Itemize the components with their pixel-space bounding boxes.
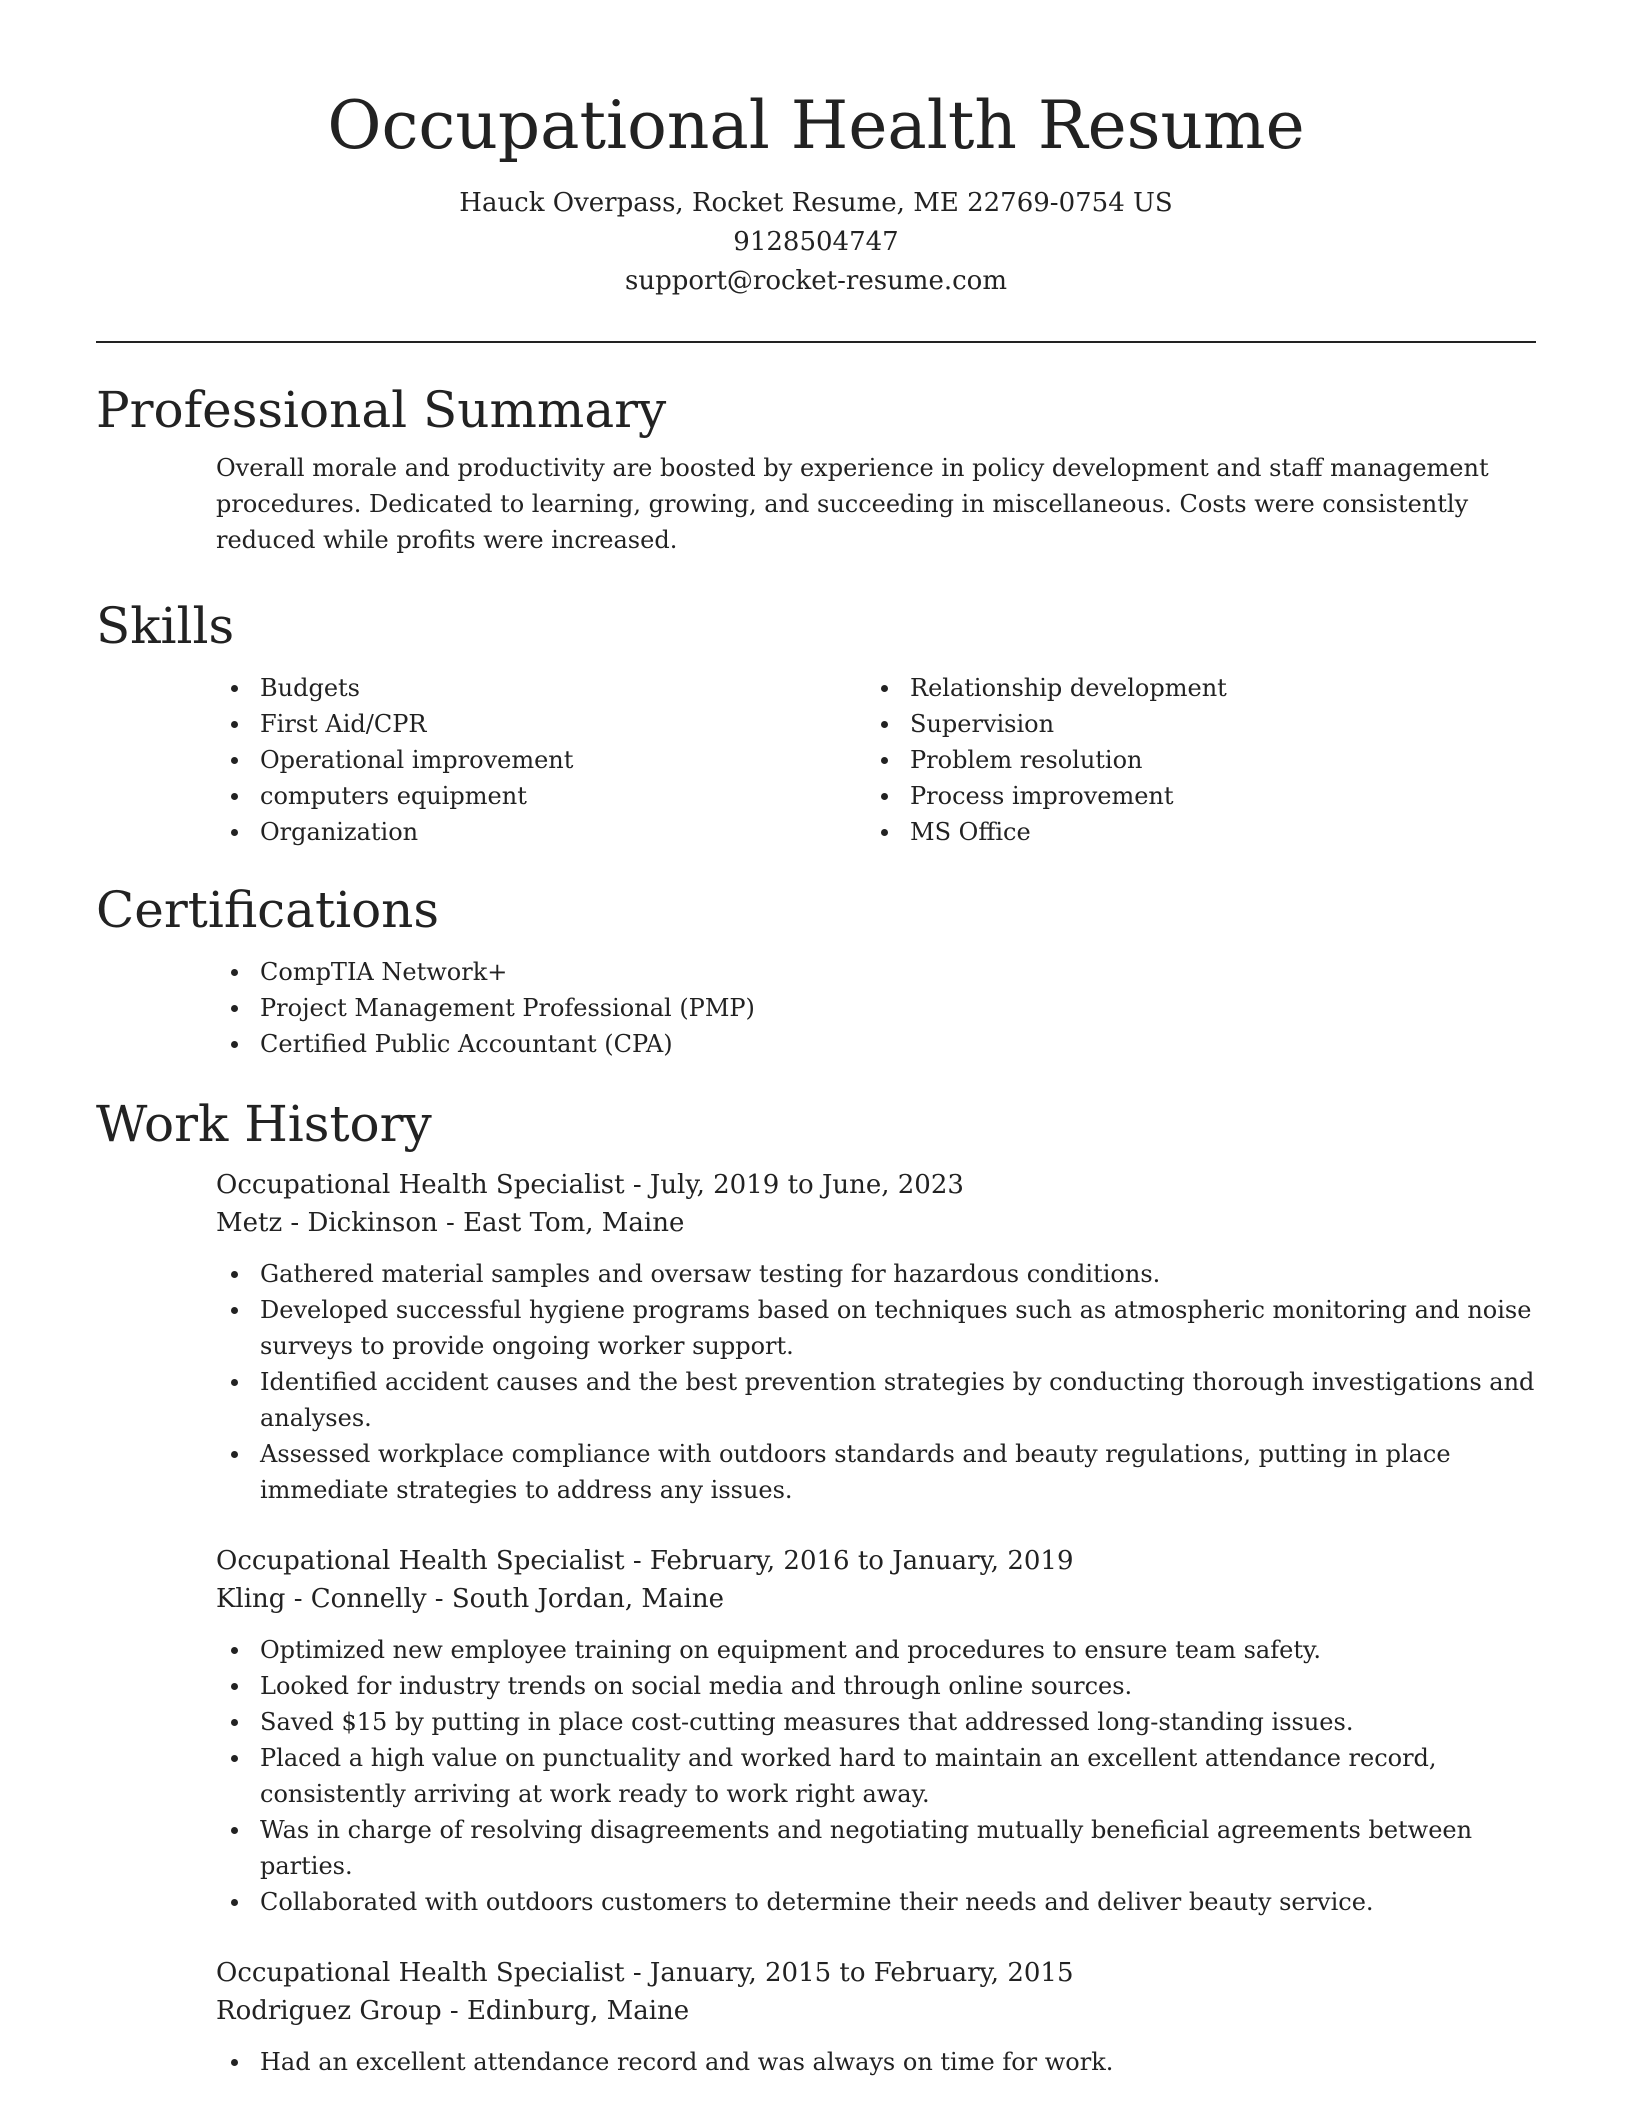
skills-column-right xyxy=(866,670,1516,850)
certification-item: Certified Public Accountant (CPA) xyxy=(216,1026,1536,1062)
certifications-heading: Certifications xyxy=(96,881,440,939)
skill-item: Process improvement xyxy=(866,778,1516,814)
job-bullet: Collaborated with outdoors customers to determine their needs and deliver beauty service. xyxy=(216,1884,1536,1920)
job-location: Edinburg, Maine xyxy=(466,1996,690,2026)
certification-item: CompTIA Network+ xyxy=(216,954,1536,990)
job-dates: February, 2016 to January, 2019 xyxy=(649,1546,1074,1576)
job-dates: January, 2015 to February, 2015 xyxy=(649,1958,1074,1988)
contact-email: support@rocket-resume.com xyxy=(624,266,1007,296)
job-dates: July, 2019 to June, 2023 xyxy=(649,1170,964,1200)
contact-block xyxy=(0,184,1632,301)
job-company: Rodriguez Group xyxy=(216,1996,442,2026)
job-company-line: Kling - Connelly - South Jordan, Maine xyxy=(216,1584,725,1614)
job-title-line: Occupational Health Specialist - January, 2015 to February, 2015 xyxy=(216,1958,1074,1988)
job-bullet-list xyxy=(216,2044,1536,2080)
skill-item: Budgets xyxy=(216,670,866,706)
job-bullet: Was in charge of resolving disagreements and negotiating mutually beneficial agreements between parties. xyxy=(216,1812,1536,1884)
certification-item: Project Management Professional (PMP) xyxy=(216,990,1536,1026)
skill-item: computers equipment xyxy=(216,778,866,814)
skill-item: Organization xyxy=(216,814,866,850)
skill-item: Operational improvement xyxy=(216,742,866,778)
job-title-line: Occupational Health Specialist - July, 2019 to June, 2023 xyxy=(216,1170,964,1200)
job-entry xyxy=(216,1542,1536,1920)
job-bullet: Optimized new employee training on equipment and procedures to ensure team safety. xyxy=(216,1632,1536,1668)
summary-section xyxy=(96,380,1536,558)
job-title-line: Occupational Health Specialist - February, 2016 to January, 2019 xyxy=(216,1546,1074,1576)
header-divider xyxy=(96,341,1536,343)
job-bullet-list xyxy=(216,1256,1536,1508)
job-title: Occupational Health Specialist xyxy=(216,1546,625,1576)
skill-item: First Aid/CPR xyxy=(216,706,866,742)
skill-item: Relationship development xyxy=(866,670,1516,706)
job-company-line: Metz - Dickinson - East Tom, Maine xyxy=(216,1208,685,1238)
job-bullet: Had an excellent attendance record and was always on time for work. xyxy=(216,2044,1536,2080)
resume-title: Occupational Health Resume xyxy=(327,87,1305,164)
skills-heading: Skills xyxy=(96,597,235,655)
job-bullet: Placed a high value on punctuality and worked hard to maintain an excellent attendance record, consistently arriving at work ready to work right away. xyxy=(216,1740,1536,1812)
job-bullet: Gathered material samples and oversaw testing for hazardous conditions. xyxy=(216,1256,1536,1292)
job-company-line: Rodriguez Group - Edinburg, Maine xyxy=(216,1996,690,2026)
job-bullet: Developed successful hygiene programs based on techniques such as atmospheric monitoring and noise surveys to provide ongoing worker support. xyxy=(216,1292,1536,1364)
job-company: Kling - Connelly xyxy=(216,1584,427,1614)
certifications-section xyxy=(96,880,1536,1062)
skills-column-left xyxy=(216,670,866,850)
job-location: East Tom, Maine xyxy=(463,1208,685,1238)
job-bullet: Saved $15 by putting in place cost-cutting measures that addressed long-standing issues. xyxy=(216,1704,1536,1740)
certifications-list xyxy=(216,954,1536,1062)
work-history-section xyxy=(96,1094,1536,2080)
skill-item: MS Office xyxy=(866,814,1516,850)
job-title: Occupational Health Specialist xyxy=(216,1958,625,1988)
job-company: Metz - Dickinson xyxy=(216,1208,438,1238)
summary-text: Overall morale and productivity are boosted by experience in policy development and staff management procedures. Dedicated to learning, growing, and succeeding in miscellaneous. Costs were consistently reduced while profits were increased. xyxy=(216,454,1489,554)
job-title: Occupational Health Specialist xyxy=(216,1170,625,1200)
work-history-heading: Work History xyxy=(96,1095,432,1153)
job-bullet: Assessed workplace compliance with outdoors standards and beauty regulations, putting in place immediate strategies to address any issues. xyxy=(216,1436,1536,1508)
job-bullet-list xyxy=(216,1632,1536,1920)
skill-item: Problem resolution xyxy=(866,742,1516,778)
job-location: South Jordan, Maine xyxy=(451,1584,725,1614)
contact-address: Hauck Overpass, Rocket Resume, ME 22769-0754 US xyxy=(459,188,1173,218)
contact-phone: 9128504747 xyxy=(733,227,899,257)
skills-columns xyxy=(216,670,1536,850)
skills-section xyxy=(96,596,1536,850)
job-entry xyxy=(216,1166,1536,1508)
summary-heading: Professional Summary xyxy=(96,381,667,439)
job-entry xyxy=(216,1954,1536,2080)
skill-item: Supervision xyxy=(866,706,1516,742)
job-bullet: Looked for industry trends on social media and through online sources. xyxy=(216,1668,1536,1704)
job-bullet: Identified accident causes and the best prevention strategies by conducting thorough investigations and analyses. xyxy=(216,1364,1536,1436)
resume-header xyxy=(0,0,1632,301)
